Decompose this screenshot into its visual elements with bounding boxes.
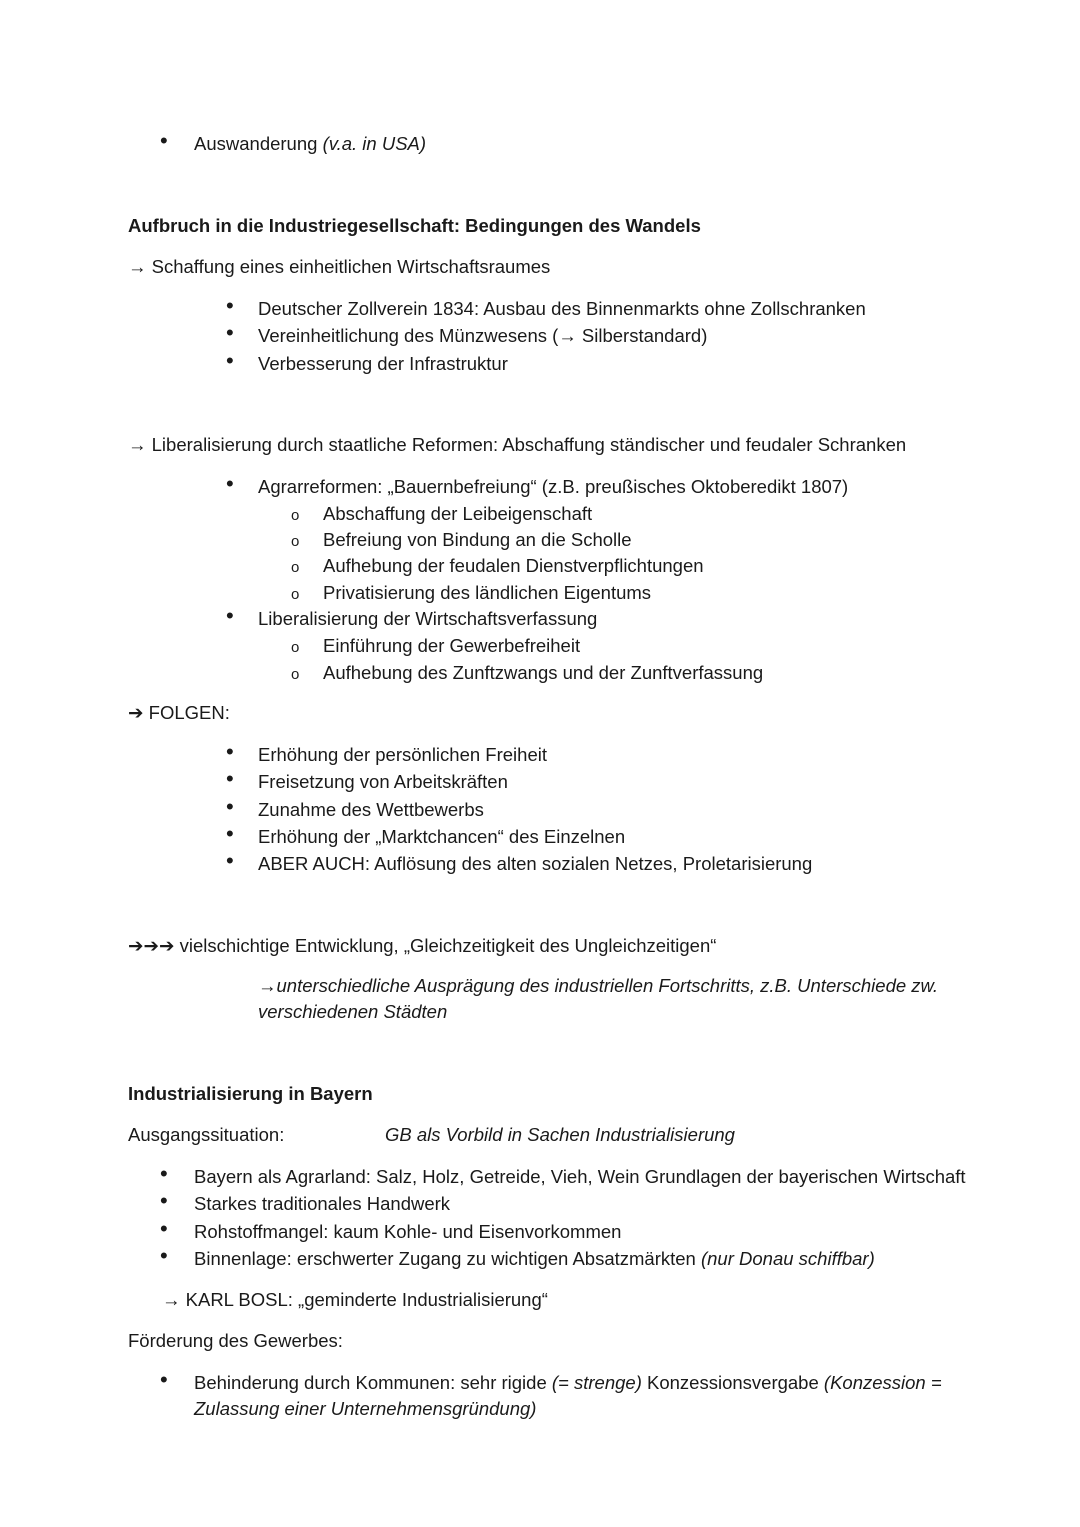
list-bullet [226,769,234,796]
list-bullet [226,824,234,851]
bosl-quote: → KARL BOSL: „geminderte Industrialisierung“ [162,1289,548,1310]
sub-bullet [291,660,299,687]
list-item: Erhöhung der persönlichen Freiheit [258,744,547,765]
list-item-continuation: Zulassung einer Unternehmensgründung) [194,1398,537,1419]
list-item: Verbesserung der Infrastruktur [258,353,508,374]
sub-item: Aufhebung der feudalen Dienstverpflichtungen [323,555,704,576]
list-bullet [226,474,234,501]
list-item: Bayern als Agrarland: Salz, Holz, Getreide, Vieh, Wein Grundlagen der bayerischen Wirtschaft [194,1166,966,1187]
list-bullet [226,323,234,350]
list-bullet [160,1164,168,1191]
list-bullet [160,1246,168,1273]
point-a-title: → Schaffung eines einheitlichen Wirtschaftsraumes [128,256,551,277]
list-item: Deutscher Zollverein 1834: Ausbau des Binnenmarkts ohne Zollschranken [258,298,866,319]
list-item: Liberalisierung der Wirtschaftsverfassung [258,608,598,629]
list-bullet [226,797,234,824]
list-bullet [160,131,168,158]
list-bullet [226,742,234,769]
conclusion-note: verschiedenen Städten [258,1001,448,1022]
list-bullet [226,351,234,378]
sub-bullet [291,527,299,554]
list-bullet [226,296,234,323]
sub-item: Aufhebung des Zunftzwangs und der Zunftverfassung [323,662,764,683]
sub-item: Privatisierung des ländlichen Eigentums [323,582,652,603]
list-item: Vereinheitlichung des Münzwesens (→ Silberstandard) [258,325,708,346]
list-bullet [226,606,234,633]
ausgang-note: GB als Vorbild in Sachen Industrialisierung [385,1124,735,1145]
sub-item: Befreiung von Bindung an die Scholle [323,529,632,550]
conclusion: ➔➔➔ vielschichtige Entwicklung, „Gleichzeitigkeit des Ungleichzeitigen“ [128,935,717,956]
sub-bullet [291,633,299,660]
folgen-label: ➔ FOLGEN: [128,702,230,723]
list-bullet [160,1370,168,1397]
list-bullet [160,1219,168,1246]
sub-item: Einführung der Gewerbefreiheit [323,635,581,656]
list-item: Zunahme des Wettbewerbs [258,799,484,820]
list-bullet [160,1191,168,1218]
sub-bullet [291,580,299,607]
sub-item: Abschaffung der Leibeigenschaft [323,503,593,524]
ausgang-label: Ausgangssituation: [128,1124,285,1145]
list-item: Freisetzung von Arbeitskräften [258,771,508,792]
list-item: Binnenlage: erschwerter Zugang zu wichtigen Absatzmärkten (nur Donau schiffbar) [194,1248,875,1269]
section-heading: Industrialisierung in Bayern [128,1083,373,1104]
section-heading: Aufbruch in die Industriegesellschaft: Bedingungen des Wandels [128,215,701,236]
list-bullet [226,851,234,878]
foerderung-label: Förderung des Gewerbes: [128,1330,343,1351]
list-item: Erhöhung der „Marktchancen“ des Einzelnen [258,826,626,847]
list-item: Starkes traditionales Handwerk [194,1193,451,1214]
sub-bullet [291,553,299,580]
list-item: Behinderung durch Kommunen: sehr rigide (= strenge) Konzessionsvergabe (Konzession = [194,1372,942,1393]
sub-bullet [291,501,299,528]
list-item: Agrarreformen: „Bauernbefreiung“ (z.B. preußisches Oktoberedikt 1807) [258,476,849,497]
intro-item: Auswanderung (v.a. in USA) [194,133,427,154]
list-item: Rohstoffmangel: kaum Kohle- und Eisenvorkommen [194,1221,622,1242]
list-item: ABER AUCH: Auflösung des alten sozialen Netzes, Proletarisierung [258,853,813,874]
conclusion-note: →unterschiedliche Ausprägung des industriellen Fortschritts, z.B. Unterschiede zw. [258,975,939,996]
point-b-title: → Liberalisierung durch staatliche Reformen: Abschaffung ständischer und feudaler Schranken [128,434,907,455]
